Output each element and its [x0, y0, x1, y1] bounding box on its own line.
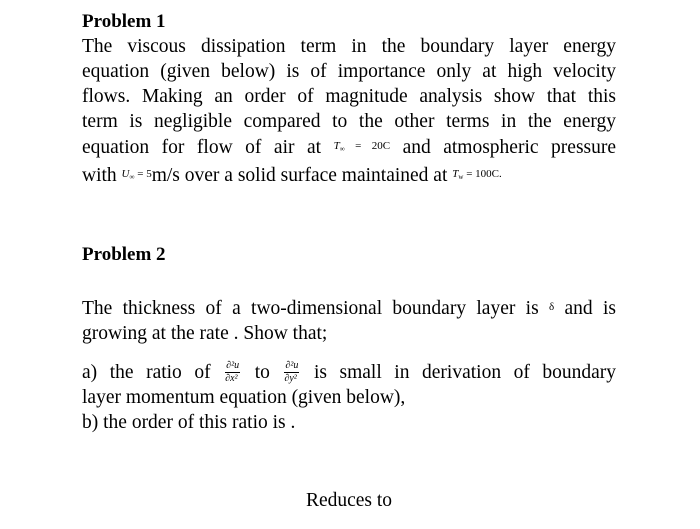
line-6-with: with — [82, 165, 117, 186]
reduces-to-caption: Reduces to — [305, 490, 393, 511]
part-a-prefix: a) the ratio of — [82, 362, 211, 383]
line-6-middle: m/s over a solid surface maintained at — [151, 165, 448, 186]
problem-1-line-2: equation (given below) is of importance only at high velocity — [82, 61, 616, 82]
line-1-start: The thickness of a two-dimensional boundary layer is — [82, 298, 539, 319]
problem-1-text — [82, 34, 616, 190]
problem-2-heading: Problem 2 — [82, 244, 166, 265]
problem-1-line-6 — [82, 162, 616, 190]
second-derivative-x-fraction: $\frac{\text{∂²u}}{\text{∂x²}}$ — [225, 360, 240, 384]
line-5-end: and atmospheric pressure — [402, 137, 617, 158]
part-a-suffix: is small in derivation of boundary — [313, 362, 617, 383]
problem-1-line-1: The viscous dissipation term in the boundary layer energy — [82, 36, 616, 57]
line-5-start: equation for flow of air at — [82, 137, 322, 158]
part-a-to: to — [254, 362, 270, 383]
problem-1-line-3: flows. Making an order of magnitude analysis show that this — [82, 86, 616, 107]
t-wall-formula: Tw = 100C. — [452, 168, 502, 181]
problem-1-line-4: term is negligible compared to the other terms in the energy — [82, 111, 616, 132]
problem-1-line-5 — [82, 134, 616, 162]
second-derivative-y-fraction: $\frac{\text{∂²u}}{\text{∂y²}}$ — [284, 360, 299, 384]
problem-2-line-1 — [82, 295, 616, 321]
document-body — [82, 10, 617, 511]
problem-2-line-2: growing at the rate . Show that; — [82, 323, 328, 344]
t-infinity-formula: T∞ = 20C — [333, 140, 391, 153]
delta-symbol: δ — [549, 301, 555, 313]
part-a-line-2: layer momentum equation (given below), — [82, 387, 406, 408]
part-a-line-1 — [82, 360, 616, 385]
problem-1-heading: Problem 1 — [82, 11, 166, 32]
problem-2-text — [82, 295, 616, 435]
line-1-end: and is — [564, 298, 617, 319]
u-infinity-formula: U∞ = 5 — [121, 168, 152, 181]
part-b-line: b) the order of this ratio is . — [82, 412, 296, 433]
